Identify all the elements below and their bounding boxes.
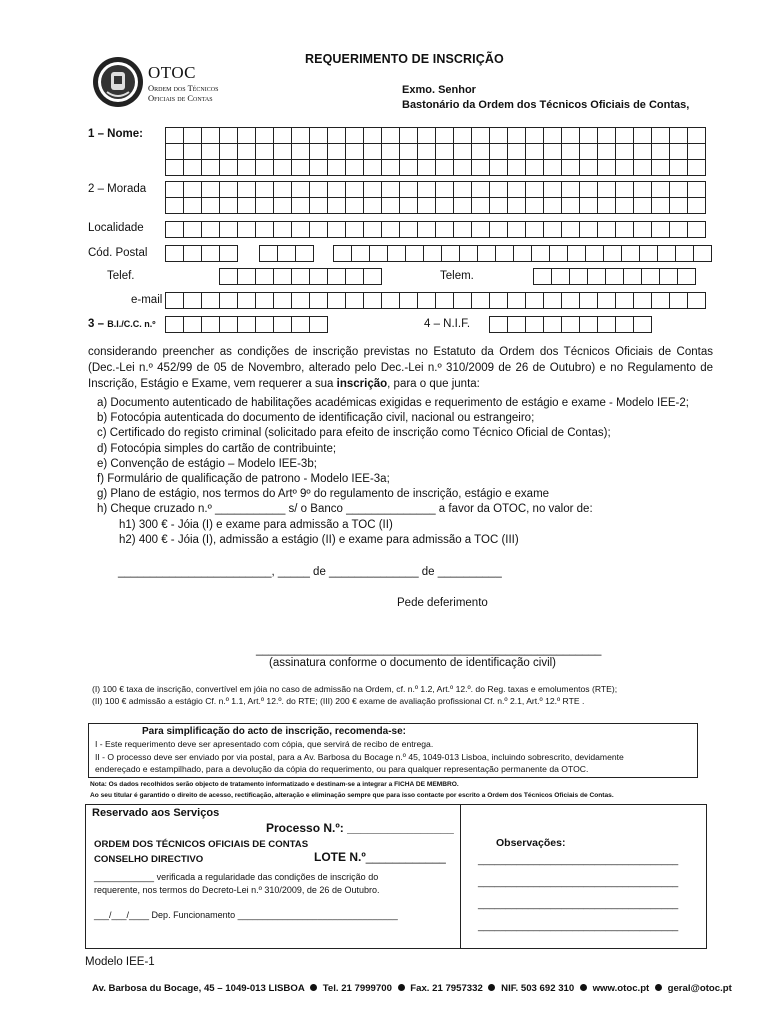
- footer-email[interactable]: geral@otoc.pt: [667, 983, 732, 994]
- telem-label: Telem.: [440, 270, 474, 282]
- intro-paragraph: considerando preencher as condições de inscrição previstas no Estatuto da Ordem dos Técnicos Oficiais de Contas (Dec.-Lei n.º 452/99 de 05 de Novembro, alterado pelo Dec.-Lei n.º 310/2009 de 26 de Outubro) e no Regulamento de Inscrição, Estágio e Exame, vem requerer a sua inscrição, para o que junta:: [88, 346, 713, 390]
- lote-field[interactable]: LOTE N.º____________: [314, 850, 446, 864]
- recommend-item-1: I - Este requerimento deve ser apresentado com cópia, que servirá de recibo de entrega.: [95, 739, 434, 749]
- cod-postal-label: Cód. Postal: [88, 247, 148, 259]
- ordem-label: ORDEM DOS TÉCNICOS OFICIAIS DE CONTAS: [94, 839, 309, 850]
- recommend-title: Para simplificação do acto de inscrição, recomenda-se:: [142, 726, 406, 737]
- signature-line[interactable]: ______________________________________________________: [256, 644, 602, 656]
- list-item: h2) 400 € - Jóia (I), admissão a estágio (II) e exame para admissão a TOC (III): [119, 533, 519, 546]
- privacy-note-2: Ao seu titular é garantido o direito de acesso, rectificação, alteração e eliminação sempre que para isso contacte por escrito a Ordem dos Técnicos Oficiais de Contas.: [90, 792, 614, 799]
- obs-line[interactable]: ____________________________________: [478, 877, 679, 888]
- verified-line-2: requerente, nos termos do Decreto-Lei n.º 310/2009, de 26 de Outubro.: [94, 885, 380, 895]
- date-line[interactable]: ________________________, _____ de ______________ de __________: [118, 566, 502, 578]
- fee-note-2: (II) 100 € admissão a estágio Cf. n.º 1.1, Art.º 12.º. do RTE; (III) 200 € exame de avaliação profissional Cf. n.º 2.1, Art.º 12.º RTE .: [92, 696, 585, 706]
- recommend-item-2: II - O processo deve ser enviado por via postal, para a Av. Barbosa du Bocage n.º 45, 1049-013 Lisboa, incluindo sobrescrito, devidamente: [95, 752, 624, 762]
- org-line1: Ordem dos Técnicos: [148, 83, 219, 93]
- nif-label: 4 – N.I.F.: [424, 318, 471, 330]
- pede-deferimento: Pede deferimento: [397, 597, 488, 609]
- telem-grid[interactable]: [533, 268, 696, 285]
- fee-note-1: (I) 100 € taxa de inscrição, convertível em jóia no caso de admissão na Ordem, cf. n.º 1.2, Art.º 12.º. do Reg. taxas e emolumentos (RTE);: [92, 684, 618, 694]
- inscricao-bold: inscrição: [336, 378, 388, 390]
- footer-nif: NIF. 503 692 310: [501, 983, 575, 994]
- org-line2: Oficiais de Contas: [148, 93, 213, 103]
- bullet-icon: [580, 984, 587, 991]
- otoc-logo: [92, 56, 144, 108]
- nome-grid[interactable]: [165, 127, 706, 176]
- reserved-box: [85, 804, 707, 949]
- cod-postal-prefix[interactable]: [165, 245, 238, 262]
- footer-address: Av. Barbosa du Bocage, 45 – 1049-013 LISBOA: [92, 983, 305, 994]
- email-grid[interactable]: [165, 292, 706, 309]
- model-label: Modelo IEE-1: [85, 956, 155, 968]
- reserved-title: Reservado aos Serviços: [92, 807, 220, 819]
- nif-grid[interactable]: [489, 316, 652, 333]
- obs-line[interactable]: ____________________________________: [478, 899, 679, 910]
- privacy-note-1: Nota: Os dados recolhidos serão objecto de tratamento informatizado e destinam-se a integrar a FICHA DE MEMBRO.: [90, 781, 459, 788]
- telef-grid[interactable]: [219, 268, 382, 285]
- localidade-label: Localidade: [88, 222, 144, 234]
- list-item: d) Fotocópia simples do cartão de contribuinte;: [97, 442, 337, 455]
- bi-grid[interactable]: [165, 316, 328, 333]
- list-item: h) Cheque cruzado n.º ___________ s/ o Banco ______________ a favor da OTOC, no valor de:: [97, 503, 593, 516]
- bullet-icon: [488, 984, 495, 991]
- list-item: h1) 300 € - Jóia (I) e exame para admissão a TOC (II): [119, 518, 393, 531]
- signature-caption: (assinatura conforme o documento de identificação civil): [269, 657, 557, 669]
- morada-label: 2 – Morada: [88, 183, 147, 195]
- telef-label: Telef.: [107, 270, 135, 282]
- recipient: Bastonário da Ordem dos Técnicos Oficiais de Contas,: [402, 99, 690, 111]
- cod-postal-locality[interactable]: [333, 245, 712, 262]
- cod-postal-suffix[interactable]: [259, 245, 314, 262]
- localidade-grid[interactable]: [165, 221, 706, 238]
- bullet-icon: [398, 984, 405, 991]
- footer: [92, 983, 732, 994]
- page-title: REQUERIMENTO DE INSCRIÇÃO: [305, 52, 504, 66]
- dep-funcionamento-line[interactable]: ___/___/____ Dep. Funcionamento ________________________________: [94, 910, 398, 920]
- nome-label: 1 – Nome:: [88, 128, 143, 140]
- list-item: g) Plano de estágio, nos termos do Artº 9º do regulamento de inscrição, estágio e exame: [97, 488, 550, 501]
- footer-fax: Fax. 21 7957332: [410, 983, 483, 994]
- list-item: b) Fotocópia autenticada do documento de identificação civil, nacional ou estrangeiro;: [97, 412, 535, 425]
- morada-grid[interactable]: [165, 181, 706, 214]
- processo-field[interactable]: Processo N.º: ________________: [266, 821, 454, 835]
- bi-label: 3 – B.I./C.C. n.º: [88, 318, 156, 330]
- list-item: a) Documento autenticado de habilitações académicas exigidas e requerimento de estágio e exame - Modelo IEE-2;: [97, 397, 689, 409]
- obs-line[interactable]: ____________________________________: [478, 855, 679, 866]
- seal-icon: [92, 56, 144, 108]
- email-label: e-mail: [131, 294, 163, 306]
- list-item: e) Convenção de estágio – Modelo IEE-3b;: [97, 457, 317, 470]
- list-item: f) Formulário de qualificação de patrono - Modelo IEE-3a;: [97, 473, 390, 486]
- verified-line-1: ____________ verificada a regularidade das condições de inscrição do: [94, 872, 379, 882]
- obs-line[interactable]: ____________________________________: [478, 921, 679, 932]
- salutation: Exmo. Senhor: [402, 84, 476, 96]
- org-short-name: OTOC: [148, 63, 196, 82]
- list-item: c) Certificado do registo criminal (solicitado para efeito de inscrição como Técnico Oficial de Contas);: [97, 427, 611, 440]
- footer-web[interactable]: www.otoc.pt: [592, 983, 650, 994]
- recommend-item-3: endereçado e estampilhado, para a devolução da cópia do requerimento, ou para qualquer representação permanente da OTOC.: [95, 764, 589, 774]
- bullet-icon: [310, 984, 317, 991]
- recommendation-box: [88, 723, 698, 778]
- conselho-label: CONSELHO DIRECTIVO: [94, 854, 204, 865]
- bullet-icon: [655, 984, 662, 991]
- observacoes-label: Observações:: [496, 837, 566, 849]
- footer-tel: Tel. 21 7999700: [322, 983, 392, 994]
- attachments-list: [97, 396, 689, 548]
